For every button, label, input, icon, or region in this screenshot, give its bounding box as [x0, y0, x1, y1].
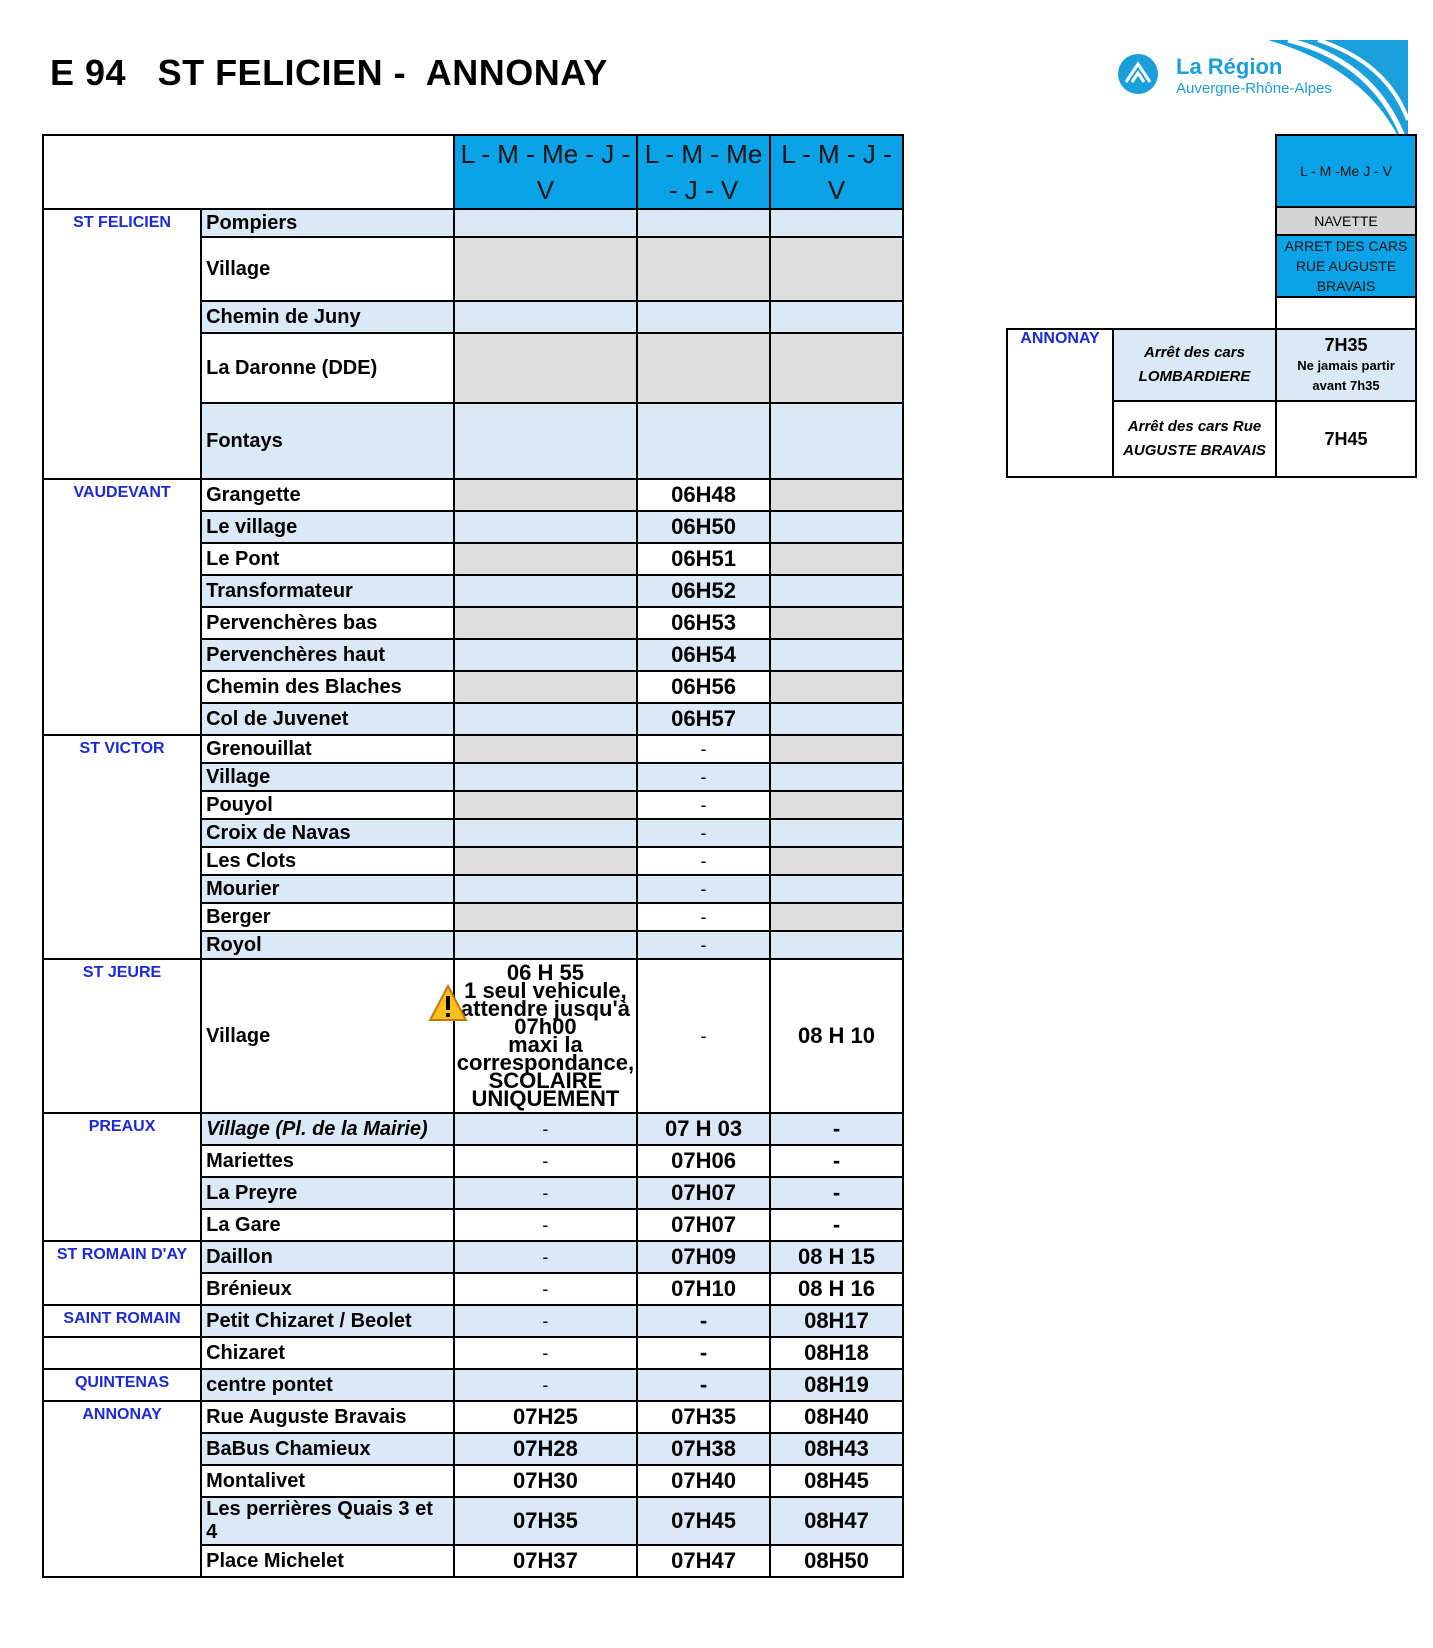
time-cell: 08H45	[770, 1465, 903, 1497]
stop-name: Chemin de Juny	[201, 301, 454, 333]
page-title: E 94 ST FELICIEN - ANNONAY	[50, 52, 608, 93]
stop-name: Fontays	[201, 403, 454, 479]
town-label: ANNONAY	[43, 1401, 201, 1577]
time-cell: 07H47	[637, 1545, 770, 1577]
arret-label: ARRET DES CARS RUE AUGUSTE BRAVAIS	[1276, 235, 1416, 297]
stop-name: Rue Auguste Bravais	[201, 1401, 454, 1433]
stop-name: BaBus Chamieux	[201, 1433, 454, 1465]
navette-stop-2: Arrêt des cars Rue AUGUSTE BRAVAIS	[1113, 401, 1276, 477]
time-cell: -	[454, 1305, 637, 1337]
time-cell: 07H35	[637, 1401, 770, 1433]
time-cell: -	[454, 1113, 637, 1145]
navette-header: L - M -Me J - V	[1276, 135, 1416, 207]
stop-name: Grangette	[201, 479, 454, 511]
stop-name: Le Pont	[201, 543, 454, 575]
time-cell: 08H18	[770, 1337, 903, 1369]
col-header-1: L - M - Me - J - V	[454, 135, 637, 209]
time-cell	[637, 333, 770, 403]
stop-name: Place Michelet	[201, 1545, 454, 1577]
time-cell	[770, 301, 903, 333]
navette-table	[1006, 134, 1417, 478]
town-label: PREAUX	[43, 1113, 201, 1241]
time-cell: -	[770, 1177, 903, 1209]
time-cell: 06H51	[637, 543, 770, 575]
time-cell: 08 H 10	[770, 959, 903, 1113]
time-cell: -	[637, 903, 770, 931]
town-label: QUINTENAS	[43, 1369, 201, 1401]
time-cell: 07H35	[454, 1497, 637, 1545]
time-cell	[454, 333, 637, 403]
stop-name: La Preyre	[201, 1177, 454, 1209]
time-cell: 07H28	[454, 1433, 637, 1465]
navette-town: ANNONAY	[1007, 329, 1113, 477]
time-cell: -	[637, 819, 770, 847]
stop-name: Pompiers	[201, 209, 454, 237]
time-cell: -	[454, 1145, 637, 1177]
header-blank	[43, 135, 454, 209]
logo-subtitle: Auvergne-Rhône-Alpes	[1176, 80, 1332, 97]
stop-name: Transformateur	[201, 575, 454, 607]
time-cell: 06H50	[637, 511, 770, 543]
stop-name: Les Clots	[201, 847, 454, 875]
time-cell: 08 H 15	[770, 1241, 903, 1273]
time-cell: 06H53	[637, 607, 770, 639]
time-cell	[637, 403, 770, 479]
time-cell: -	[637, 1337, 770, 1369]
time-cell	[637, 301, 770, 333]
time-cell	[770, 333, 903, 403]
time-cell: -	[770, 1145, 903, 1177]
stop-name: La Gare	[201, 1209, 454, 1241]
time-cell: -	[770, 1113, 903, 1145]
time-cell	[454, 403, 637, 479]
stop-name: Le village	[201, 511, 454, 543]
time-cell: 07H30	[454, 1465, 637, 1497]
time-cell: -	[454, 1177, 637, 1209]
town-label: VAUDEVANT	[43, 479, 201, 735]
logo-title: La Région	[1176, 54, 1283, 79]
timetable	[42, 134, 904, 1578]
stop-name: centre pontet	[201, 1369, 454, 1401]
time-cell: 07H06	[637, 1145, 770, 1177]
navette-label: NAVETTE	[1276, 207, 1416, 235]
time-cell	[770, 403, 903, 479]
time-cell: 07H38	[637, 1433, 770, 1465]
stop-name: La Daronne (DDE)	[201, 333, 454, 403]
stop-name: Mourier	[201, 875, 454, 903]
time-cell: 08H19	[770, 1369, 903, 1401]
stop-name: Les perrières Quais 3 et 4	[201, 1497, 454, 1545]
time-cell: -	[637, 847, 770, 875]
town-label: SAINT ROMAIN	[43, 1305, 201, 1337]
town-label: ST VICTOR	[43, 735, 201, 959]
time-cell	[637, 237, 770, 301]
stop-name: Brénieux	[201, 1273, 454, 1305]
time-cell: 07H45	[637, 1497, 770, 1545]
time-cell	[454, 301, 637, 333]
stop-name: Grenouillat	[201, 735, 454, 763]
time-cell: 06H52	[637, 575, 770, 607]
time-cell	[454, 237, 637, 301]
time-cell: -	[454, 1369, 637, 1401]
time-cell: -	[637, 959, 770, 1113]
time-cell: 07H07	[637, 1209, 770, 1241]
col-header-3: L - M - J - V	[770, 135, 903, 209]
stop-name: Chizaret	[201, 1337, 454, 1369]
time-cell	[454, 209, 637, 237]
time-cell: 07 H 03	[637, 1113, 770, 1145]
stop-name: Village	[201, 763, 454, 791]
time-cell: -	[454, 1209, 637, 1241]
time-cell: -	[637, 735, 770, 763]
time-cell: 07H25	[454, 1401, 637, 1433]
time-cell: 06H56	[637, 671, 770, 703]
stop-name: Daillon	[201, 1241, 454, 1273]
stop-name: Village (Pl. de la Mairie)	[201, 1113, 454, 1145]
navette-time-1: 7H35 Ne jamais partir avant 7h35	[1276, 329, 1416, 401]
time-cell: -	[454, 1241, 637, 1273]
time-cell: 07H37	[454, 1545, 637, 1577]
time-cell: 08H47	[770, 1497, 903, 1545]
stop-name: Pervenchères bas	[201, 607, 454, 639]
time-cell: -	[637, 875, 770, 903]
time-cell: -	[770, 1209, 903, 1241]
town-label: ST ROMAIN D'AY	[43, 1241, 201, 1305]
time-cell: 06H48	[637, 479, 770, 511]
stop-name: Chemin des Blaches	[201, 671, 454, 703]
stop-name: Petit Chizaret / Beolet	[201, 1305, 454, 1337]
time-cell: 08H17	[770, 1305, 903, 1337]
time-cell: 07H40	[637, 1465, 770, 1497]
town-label: ST JEURE	[43, 959, 201, 1113]
stop-name: Pouyol	[201, 791, 454, 819]
stop-name: Croix de Navas	[201, 819, 454, 847]
time-cell: -	[637, 931, 770, 959]
town-label	[43, 1337, 201, 1369]
time-cell: -	[454, 1337, 637, 1369]
navette-time-2: 7H45	[1276, 401, 1416, 477]
time-cell	[770, 209, 903, 237]
stop-name: Mariettes	[201, 1145, 454, 1177]
time-cell: -	[637, 1369, 770, 1401]
time-cell: -	[637, 791, 770, 819]
time-cell: 06H57	[637, 703, 770, 735]
stop-name: Village	[201, 237, 454, 301]
stop-name: Berger	[201, 903, 454, 931]
stop-name: Montalivet	[201, 1465, 454, 1497]
time-cell	[637, 209, 770, 237]
time-cell	[770, 237, 903, 301]
time-cell: 08 H 16	[770, 1273, 903, 1305]
time-cell: -	[454, 1273, 637, 1305]
stop-name: Village	[201, 959, 454, 1113]
town-label: ST FELICIEN	[43, 209, 201, 479]
time-cell: 07H09	[637, 1241, 770, 1273]
col-header-2: L - M - Me - J - V	[637, 135, 770, 209]
navette-stop-1: Arrêt des cars LOMBARDIERE	[1113, 329, 1276, 401]
time-cell: 07H10	[637, 1273, 770, 1305]
time-cell: -	[637, 763, 770, 791]
time-cell: 08H50	[770, 1545, 903, 1577]
st-jeure-note: 06 H 55 1 seul vehicule, attendre jusqu'à 07h00 maxi la correspondance, SCOLAIRE UNIQUEMENT	[454, 959, 637, 1113]
time-cell: 08H40	[770, 1401, 903, 1433]
warning-icon	[428, 984, 468, 1024]
time-cell: -	[637, 1305, 770, 1337]
stop-name: Royol	[201, 931, 454, 959]
stop-name: Col de Juvenet	[201, 703, 454, 735]
time-cell: 07H07	[637, 1177, 770, 1209]
stop-name: Pervenchères haut	[201, 639, 454, 671]
time-cell: 08H43	[770, 1433, 903, 1465]
time-cell: 06H54	[637, 639, 770, 671]
